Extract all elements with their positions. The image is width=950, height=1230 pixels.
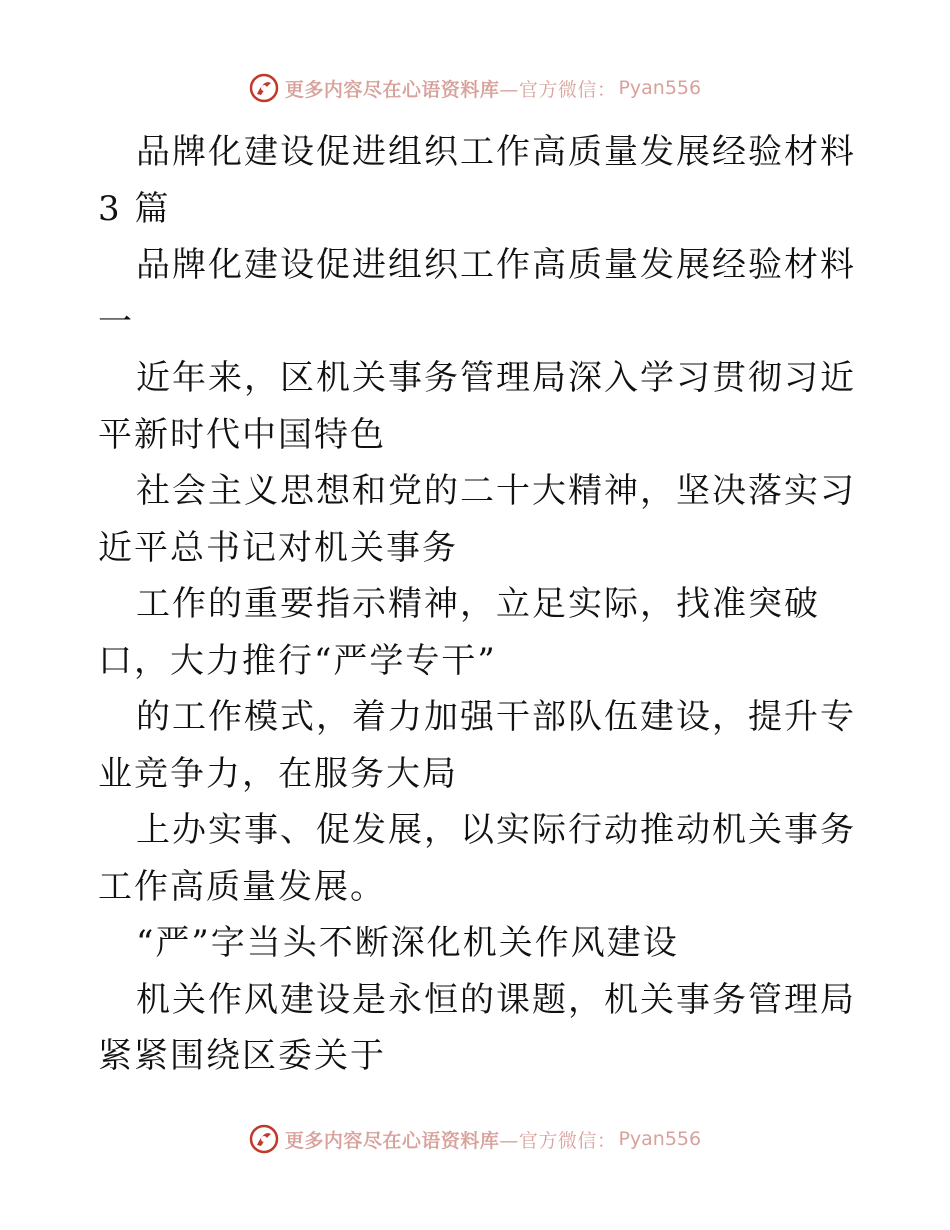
banner-account: Pyan556 (618, 1128, 702, 1150)
document-body (98, 124, 858, 1085)
section-paragraph-1: 机关作风建设是永恒的课题，机关事务管理局紧紧围绕区委关于 (98, 979, 856, 1076)
header-banner (0, 73, 950, 103)
paragraph-4: 的工作模式，着力加强干部队伍建设，提升专业竞争力，在服务大局 (98, 697, 856, 794)
banner-site-text: 更多内容尽在心语资料库 (284, 78, 500, 101)
paragraph-3: 工作的重要指示精神，立足实际，找准突破口，大力推行“严学专干” (98, 584, 820, 681)
logo-icon (249, 73, 279, 103)
document-subtitle: 品牌化建设促进组织工作高质量发展经验材料一 (98, 245, 856, 342)
section-heading: “严”字当头不断深化机关作风建设 (136, 923, 679, 963)
banner-separator: —官方微信： (499, 1129, 617, 1152)
paragraph-1: 近年来，区机关事务管理局深入学习贯彻习近平新时代中国特色 (98, 358, 856, 455)
banner-separator: —官方微信： (499, 78, 617, 101)
paragraph-2: 社会主义思想和党的二十大精神，坚决落实习近平总书记对机关事务 (98, 471, 856, 568)
paragraph-5: 上办实事、促发展，以实际行动推动机关事务工作高质量发展。 (98, 810, 856, 907)
banner-site-text: 更多内容尽在心语资料库 (284, 1129, 500, 1152)
footer-banner (0, 1124, 950, 1154)
banner-account: Pyan556 (618, 77, 702, 99)
document-title: 品牌化建设促进组织工作高质量发展经验材料 3 篇 (98, 132, 856, 229)
logo-icon (249, 1124, 279, 1154)
